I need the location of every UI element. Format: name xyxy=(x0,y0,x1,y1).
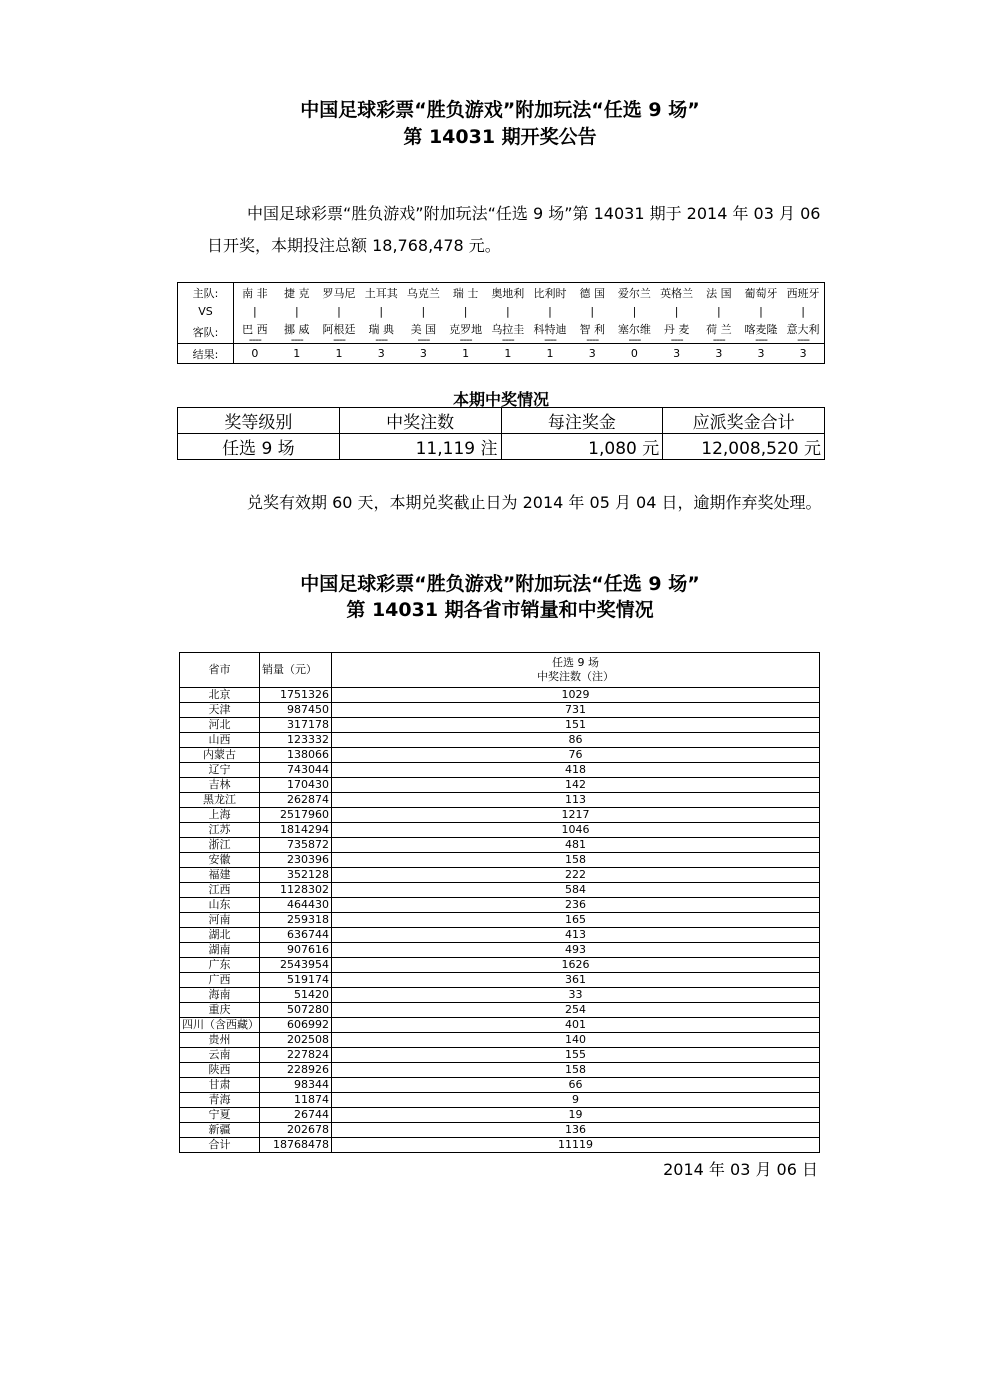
sales-cell: 262874 xyxy=(260,793,332,808)
match-separator: | xyxy=(505,305,510,318)
table-row xyxy=(180,718,820,733)
dash-line: ---- xyxy=(248,333,261,346)
province-cell: 江西 xyxy=(180,883,260,898)
sales-header-winners xyxy=(332,653,820,688)
match-away-team xyxy=(318,321,360,344)
table-row xyxy=(180,748,820,763)
table-row xyxy=(180,1063,820,1078)
table-row xyxy=(180,883,820,898)
winners-cell: 401 xyxy=(332,1018,820,1033)
table-row xyxy=(180,733,820,748)
province-cell: 甘肃 xyxy=(180,1078,260,1093)
match-home-team: 捷 克 xyxy=(284,286,310,300)
match-home-team: 西班牙 xyxy=(786,286,820,300)
province-cell: 青海 xyxy=(180,1093,260,1108)
match-home-team: 奥地利 xyxy=(491,286,525,300)
province-cell: 合计 xyxy=(180,1138,260,1153)
table-row xyxy=(180,853,820,868)
winners-cell: 493 xyxy=(332,943,820,958)
sales-cell: 464430 xyxy=(260,898,332,913)
prize-winners: 11,119 注 xyxy=(339,434,501,460)
sales-cell: 123332 xyxy=(260,733,332,748)
winners-cell: 136 xyxy=(332,1123,820,1138)
match-home-team: 南 非 xyxy=(242,286,268,300)
table-row xyxy=(180,958,820,973)
prize-header-winners: 中奖注数 xyxy=(339,408,501,434)
sales-header-winner-count: 中奖注数（注） xyxy=(537,670,614,683)
match-away-team xyxy=(234,321,276,344)
dash-line: ---- xyxy=(290,333,303,346)
match-separator: | xyxy=(379,305,384,318)
match-result: 3 xyxy=(656,344,698,364)
sales-cell: 2543954 xyxy=(260,958,332,973)
away-team-name: 塞尔维 xyxy=(617,323,651,336)
winners-cell: 731 xyxy=(332,703,820,718)
away-team-name: 喀麦隆 xyxy=(744,323,778,336)
sales-header-province: 省市 xyxy=(180,653,260,688)
table-row xyxy=(180,763,820,778)
match-away-team xyxy=(782,321,824,344)
away-team-name: 智 利 xyxy=(579,323,605,336)
match-away-team xyxy=(571,321,613,344)
sales-cell: 202508 xyxy=(260,1033,332,1048)
sales-cell: 907616 xyxy=(260,943,332,958)
match-home-team: 罗马尼 xyxy=(322,286,356,300)
province-cell: 新疆 xyxy=(180,1123,260,1138)
sales-cell: 202678 xyxy=(260,1123,332,1138)
province-cell: 河北 xyxy=(180,718,260,733)
match-home-team: 爱尔兰 xyxy=(617,286,651,300)
prize-level: 任选 9 场 xyxy=(178,434,340,460)
match-separator: | xyxy=(337,305,341,318)
sales-cell: 1751326 xyxy=(260,688,332,703)
dash-line: ---- xyxy=(628,333,641,346)
sales-cell: 735872 xyxy=(260,838,332,853)
province-cell: 辽宁 xyxy=(180,763,260,778)
province-cell: 福建 xyxy=(180,868,260,883)
province-cell: 河南 xyxy=(180,913,260,928)
province-cell: 贵州 xyxy=(180,1033,260,1048)
province-cell: 广东 xyxy=(180,958,260,973)
away-team-name: 乌拉圭 xyxy=(491,323,525,336)
match-result: 1 xyxy=(318,344,360,364)
dash-line: ---- xyxy=(375,333,388,346)
sales-cell: 138066 xyxy=(260,748,332,763)
match-result: 3 xyxy=(571,344,613,364)
match-result: 1 xyxy=(487,344,529,364)
match-home-team: 比利时 xyxy=(533,286,567,300)
province-cell: 陕西 xyxy=(180,1063,260,1078)
notice-text: 兑奖有效期 60 天，本期兑奖截止日为 2014 年 05 月 04 日，逾期作弃奖处理。 xyxy=(247,493,822,512)
table-row xyxy=(180,838,820,853)
sales-cell: 519174 xyxy=(260,973,332,988)
match-separator: | xyxy=(716,305,721,318)
table-row xyxy=(180,988,820,1003)
away-team-name: 荷 兰 xyxy=(706,323,732,336)
match-away-team xyxy=(698,321,740,344)
sales-cell: 26744 xyxy=(260,1108,332,1123)
province-cell: 安徽 xyxy=(180,853,260,868)
match-separator: | xyxy=(632,305,637,318)
sales-cell: 228926 xyxy=(260,1063,332,1078)
table-row xyxy=(180,973,820,988)
dash-line: ---- xyxy=(544,333,556,346)
prize-per-bet: 1,080 元 xyxy=(501,434,663,460)
prize-total: 12,008,520 元 xyxy=(663,434,825,460)
sales-body xyxy=(180,688,820,1153)
match-table xyxy=(177,282,825,364)
dash-line: ---- xyxy=(670,333,683,346)
match-home-team: 英格兰 xyxy=(660,286,694,300)
table-row xyxy=(180,868,820,883)
sales-cell: 352128 xyxy=(260,868,332,883)
table-row xyxy=(180,1123,820,1138)
sales-cell: 317178 xyxy=(260,718,332,733)
away-team-row xyxy=(178,321,825,344)
match-home-team: 乌克兰 xyxy=(406,286,440,300)
match-result: 1 xyxy=(445,344,487,364)
sales-title: 中国足球彩票“胜负游戏”附加玩法“任选 9 场” xyxy=(300,573,700,595)
table-row xyxy=(180,1078,820,1093)
match-result: 1 xyxy=(529,344,571,364)
province-cell: 宁夏 xyxy=(180,1108,260,1123)
table-row xyxy=(180,688,820,703)
province-cell: 广西 xyxy=(180,973,260,988)
sales-cell: 18768478 xyxy=(260,1138,332,1153)
match-home-team: 瑞 士 xyxy=(452,286,479,300)
sales-cell: 1128302 xyxy=(260,883,332,898)
table-row xyxy=(180,1093,820,1108)
dash-line: ---- xyxy=(797,333,810,346)
sales-cell: 606992 xyxy=(260,1018,332,1033)
province-cell: 北京 xyxy=(180,688,260,703)
province-cell: 吉林 xyxy=(180,778,260,793)
winners-cell: 76 xyxy=(332,748,820,763)
away-team-name: 巴 西 xyxy=(242,323,268,336)
dash-line: ---- xyxy=(755,333,767,346)
match-result: 3 xyxy=(402,344,444,364)
match-separator: | xyxy=(548,305,552,318)
winners-cell: 33 xyxy=(332,988,820,1003)
match-separator: | xyxy=(674,305,679,318)
winners-cell: 86 xyxy=(332,733,820,748)
winners-cell: 19 xyxy=(332,1108,820,1123)
match-away-team xyxy=(529,321,571,344)
home-label: 主队: xyxy=(178,283,234,303)
prize-header-level: 奖等级别 xyxy=(178,408,340,434)
sales-cell: 2517960 xyxy=(260,808,332,823)
match-away-team xyxy=(360,321,402,344)
match-home-team: 法 国 xyxy=(706,286,732,300)
prize-header-row xyxy=(178,408,825,434)
table-row xyxy=(180,1048,820,1063)
winners-cell: 113 xyxy=(332,793,820,808)
province-cell: 山东 xyxy=(180,898,260,913)
match-away-team xyxy=(445,321,487,344)
province-cell: 上海 xyxy=(180,808,260,823)
table-row xyxy=(180,1003,820,1018)
match-result: 0 xyxy=(613,344,655,364)
result-row xyxy=(178,344,825,364)
match-separator: | xyxy=(801,305,805,318)
winners-cell: 158 xyxy=(332,1063,820,1078)
match-home-team: 葡萄牙 xyxy=(744,286,778,300)
sales-header-sales: 销量（元） xyxy=(260,653,332,688)
table-row xyxy=(180,778,820,793)
dash-line: ---- xyxy=(712,333,725,346)
table-row xyxy=(180,898,820,913)
province-cell: 云南 xyxy=(180,1048,260,1063)
winners-cell: 142 xyxy=(332,778,820,793)
province-cell: 浙江 xyxy=(180,838,260,853)
winners-cell: 481 xyxy=(332,838,820,853)
table-row xyxy=(180,808,820,823)
match-separator: | xyxy=(294,305,299,318)
prize-header-per-bet: 每注奖金 xyxy=(501,408,663,434)
announcement-text: 中国足球彩票“胜负游戏”附加玩法“任选 9 场”第 14031 期于 2014 年 03 月 06 日开奖，本期投注总额 18,768,478 元。 xyxy=(207,204,821,255)
away-team-name: 阿根廷 xyxy=(322,323,356,336)
table-row xyxy=(180,703,820,718)
sales-subtitle: 第 14031 期各省市销量和中奖情况 xyxy=(346,599,654,621)
page-title: 中国足球彩票“胜负游戏”附加玩法“任选 9 场” xyxy=(300,99,700,121)
sales-cell: 507280 xyxy=(260,1003,332,1018)
table-row xyxy=(180,1033,820,1048)
sales-header-game: 任选 9 场 xyxy=(552,656,599,669)
sales-cell: 230396 xyxy=(260,853,332,868)
sales-cell: 1814294 xyxy=(260,823,332,838)
winners-cell: 418 xyxy=(332,763,820,778)
sales-cell: 170430 xyxy=(260,778,332,793)
away-team-name: 丹 麦 xyxy=(663,323,690,336)
match-separator: | xyxy=(421,305,426,318)
winners-cell: 1217 xyxy=(332,808,820,823)
prize-caption: 本期中奖情况 xyxy=(452,390,549,409)
match-separator: | xyxy=(590,305,595,318)
table-row xyxy=(180,823,820,838)
winners-cell: 584 xyxy=(332,883,820,898)
sales-header-row xyxy=(180,653,820,688)
winners-cell: 165 xyxy=(332,913,820,928)
winners-cell: 151 xyxy=(332,718,820,733)
winners-cell: 1046 xyxy=(332,823,820,838)
match-away-team xyxy=(276,321,318,344)
winners-cell: 158 xyxy=(332,853,820,868)
winners-cell: 155 xyxy=(332,1048,820,1063)
province-cell: 四川（含西藏） xyxy=(180,1018,260,1033)
match-separator: | xyxy=(759,305,763,318)
province-cell: 海南 xyxy=(180,988,260,1003)
province-cell: 山西 xyxy=(180,733,260,748)
dash-line: ---- xyxy=(459,333,472,346)
province-cell: 内蒙古 xyxy=(180,748,260,763)
winners-cell: 66 xyxy=(332,1078,820,1093)
winners-cell: 11119 xyxy=(332,1138,820,1153)
table-row xyxy=(180,793,820,808)
result-label: 结果: xyxy=(178,344,234,364)
dash-line: ---- xyxy=(417,333,430,346)
match-result: 1 xyxy=(276,344,318,364)
match-home-team: 土耳其 xyxy=(364,286,398,300)
match-away-team xyxy=(740,321,782,344)
table-row xyxy=(180,1138,820,1153)
vs-label: VS xyxy=(178,302,234,321)
province-cell: 湖南 xyxy=(180,943,260,958)
province-cell: 天津 xyxy=(180,703,260,718)
sales-cell: 636744 xyxy=(260,928,332,943)
sales-cell: 743044 xyxy=(260,763,332,778)
issue-date: 2014 年 03 月 06 日 xyxy=(663,1160,818,1179)
match-home-team: 德 国 xyxy=(579,286,605,300)
away-team-name: 挪 威 xyxy=(284,323,310,336)
sales-cell: 98344 xyxy=(260,1078,332,1093)
table-row xyxy=(180,928,820,943)
sales-cell: 987450 xyxy=(260,703,332,718)
sales-cell: 227824 xyxy=(260,1048,332,1063)
match-separator: | xyxy=(463,305,468,318)
match-result: 0 xyxy=(234,344,276,364)
winners-cell: 222 xyxy=(332,868,820,883)
match-away-team xyxy=(613,321,655,344)
page-subtitle: 第 14031 期开奖公告 xyxy=(403,126,597,148)
winners-cell: 1029 xyxy=(332,688,820,703)
match-separator: | xyxy=(252,305,257,318)
winners-cell: 236 xyxy=(332,898,820,913)
winners-cell: 1626 xyxy=(332,958,820,973)
match-result: 3 xyxy=(360,344,402,364)
home-team-row xyxy=(178,283,825,303)
sales-cell: 259318 xyxy=(260,913,332,928)
table-row xyxy=(180,1108,820,1123)
province-cell: 重庆 xyxy=(180,1003,260,1018)
winners-cell: 361 xyxy=(332,973,820,988)
away-team-name: 美 国 xyxy=(410,323,437,336)
prize-table xyxy=(177,407,825,460)
province-cell: 江苏 xyxy=(180,823,260,838)
away-team-name: 意大利 xyxy=(786,323,820,336)
winners-cell: 9 xyxy=(332,1093,820,1108)
table-row xyxy=(180,913,820,928)
sales-cell: 11874 xyxy=(260,1093,332,1108)
away-team-name: 瑞 典 xyxy=(368,323,394,336)
province-cell: 湖北 xyxy=(180,928,260,943)
prize-header-total: 应派奖金合计 xyxy=(663,408,825,434)
winners-cell: 254 xyxy=(332,1003,820,1018)
match-result: 3 xyxy=(740,344,782,364)
sales-table xyxy=(179,652,820,1153)
sales-cell: 51420 xyxy=(260,988,332,1003)
away-team-name: 科特迪 xyxy=(533,323,567,336)
province-cell: 黑龙江 xyxy=(180,793,260,808)
table-row xyxy=(180,943,820,958)
match-away-team xyxy=(656,321,698,344)
match-away-team xyxy=(402,321,444,344)
dash-line: ---- xyxy=(501,333,514,346)
winners-cell: 413 xyxy=(332,928,820,943)
winners-cell: 140 xyxy=(332,1033,820,1048)
separator-row xyxy=(178,302,825,321)
away-team-name: 克罗地 xyxy=(449,323,483,336)
table-row xyxy=(180,1018,820,1033)
match-result: 3 xyxy=(698,344,740,364)
prize-row xyxy=(178,434,825,460)
match-result: 3 xyxy=(782,344,824,364)
dash-line: ---- xyxy=(333,333,345,346)
dash-line: ---- xyxy=(586,333,599,346)
match-away-team xyxy=(487,321,529,344)
away-label: 客队: xyxy=(178,321,234,344)
